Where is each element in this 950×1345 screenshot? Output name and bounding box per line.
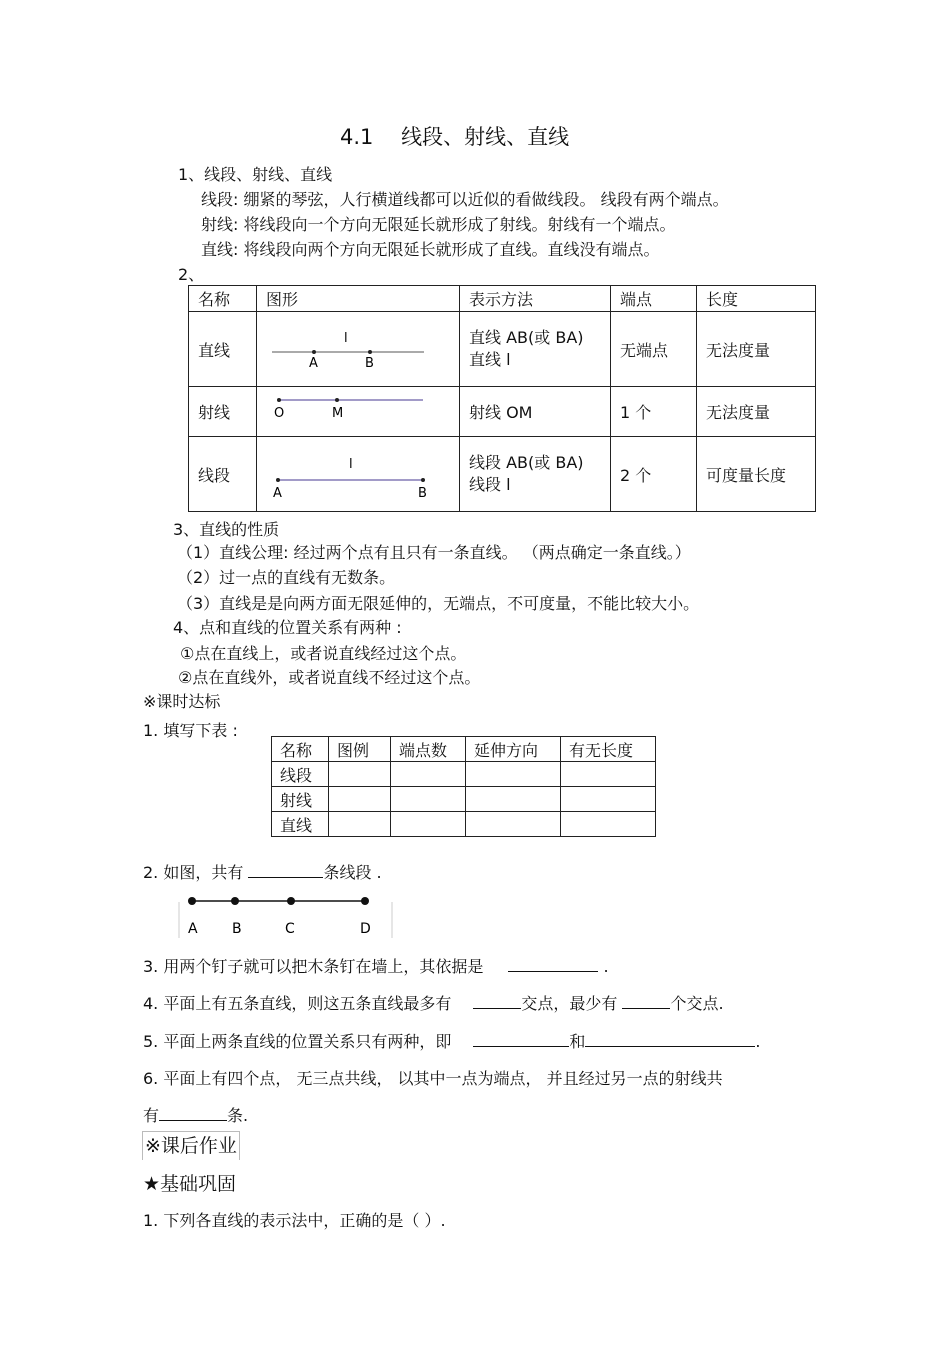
method-secondary: 线段 l <box>469 475 511 494</box>
question-text: 条. <box>227 1106 249 1125</box>
question-text: 条线段 . <box>323 863 382 882</box>
table-row <box>189 312 816 387</box>
endpoints-cell: 2 个 <box>611 437 697 512</box>
row-name: 射线 <box>189 387 257 437</box>
answer-cell[interactable] <box>466 787 561 812</box>
question-text: . <box>755 1032 761 1051</box>
table-header-cell: 图形 <box>257 286 460 312</box>
answer-blank[interactable] <box>473 994 521 1009</box>
answer-cell[interactable] <box>391 812 466 837</box>
line-figure <box>257 312 460 387</box>
practice-heading: ※课时达标 <box>143 692 221 711</box>
line-diagram <box>266 317 456 377</box>
point-label-a: A <box>273 486 282 501</box>
question-2 <box>143 860 382 883</box>
point-label-a: A <box>309 356 318 371</box>
definition-segment: 线段: 绷紧的琴弦，人行横道线都可以近似的看做线段。 线段有两个端点。 <box>201 190 729 209</box>
row-name: 线段 <box>189 437 257 512</box>
table-header-cell: 名称 <box>189 286 257 312</box>
method-secondary: 直线 l <box>469 350 511 369</box>
homework-heading: ※课后作业 <box>142 1131 240 1160</box>
question-1: 1. 填写下表 : <box>143 721 238 740</box>
point-label-d: D <box>360 921 371 937</box>
table-header-cell: 有无长度 <box>561 737 656 762</box>
homework-question-1: 1. 下列各直线的表示法中，正确的是（ ）. <box>143 1211 446 1230</box>
answer-cell[interactable] <box>561 812 656 837</box>
question-text: 5. 平面上两条直线的位置关系只有两种，即 <box>143 1032 452 1051</box>
points-diagram <box>176 892 396 938</box>
table-header-row <box>189 286 816 312</box>
table-header-cell: 延伸方向 <box>466 737 561 762</box>
answer-cell[interactable] <box>561 762 656 787</box>
segment-figure <box>257 437 460 512</box>
length-cell: 可度量长度 <box>697 437 816 512</box>
point-label-c: C <box>285 921 295 937</box>
row-name: 射线 <box>272 787 329 812</box>
section4-heading: 4、点和直线的位置关系有两种 : <box>173 618 402 637</box>
question-5 <box>143 1029 760 1052</box>
table-row <box>272 787 656 812</box>
endpoints-cell: 1 个 <box>611 387 697 437</box>
question-6-line2 <box>143 1103 248 1126</box>
method-primary: 线段 AB(或 BA) <box>469 453 584 472</box>
segment-diagram <box>266 442 456 502</box>
answer-cell[interactable] <box>329 762 391 787</box>
line-label-l: l <box>344 331 348 346</box>
answer-cell[interactable] <box>466 812 561 837</box>
answer-cell[interactable] <box>561 787 656 812</box>
method-cell: 射线 OM <box>460 387 611 437</box>
property-item: （3）直线是是向两方面无限延伸的，无端点，不可度量，不能比较大小。 <box>177 594 700 613</box>
table-header-cell: 表示方法 <box>460 286 611 312</box>
method-cell <box>460 312 611 387</box>
homework-subheading: ★基础巩固 <box>143 1173 237 1195</box>
answer-blank[interactable] <box>508 957 598 972</box>
table-header-row <box>272 737 656 762</box>
point-label-b: B <box>365 356 374 371</box>
fill-in-table <box>271 736 656 837</box>
table-row <box>272 812 656 837</box>
table-row <box>189 387 816 437</box>
comparison-table <box>188 285 816 512</box>
point-label-o: O <box>274 405 285 421</box>
answer-blank[interactable] <box>248 863 323 878</box>
endpoints-cell: 无端点 <box>611 312 697 387</box>
answer-blank[interactable] <box>622 994 670 1009</box>
table-header-cell: 长度 <box>697 286 816 312</box>
answer-cell[interactable] <box>329 787 391 812</box>
table-row <box>272 762 656 787</box>
page-title: 4.1 线段、射线、直线 <box>340 125 570 149</box>
point-label-m: M <box>332 405 344 421</box>
table-header-cell: 图例 <box>329 737 391 762</box>
section1-heading: 1、线段、射线、直线 <box>178 165 333 184</box>
answer-cell[interactable] <box>466 762 561 787</box>
question-text: 3. 用两个钉子就可以把木条钉在墙上，其依据是 <box>143 957 484 976</box>
question-text: 个交点. <box>670 994 724 1013</box>
answer-blank[interactable] <box>473 1032 569 1047</box>
question-4 <box>143 991 724 1014</box>
question-text: 有 <box>143 1106 160 1125</box>
point-label-a: A <box>188 921 198 937</box>
definition-line: 直线: 将线段向两个方向无限延长就形成了直线。直线没有端点。 <box>201 240 660 259</box>
row-name: 线段 <box>272 762 329 787</box>
question-text: 交点，最少有 <box>521 994 623 1013</box>
segment-label-l: l <box>349 457 353 472</box>
ray-figure <box>257 387 460 437</box>
question-text: . <box>598 957 609 976</box>
row-name: 直线 <box>272 812 329 837</box>
relation-item: ②点在直线外，或者说直线不经过这个点。 <box>178 668 481 687</box>
question-text: 4. 平面上有五条直线，则这五条直线最多有 <box>143 994 452 1013</box>
answer-blank[interactable] <box>585 1032 755 1047</box>
method-cell <box>460 437 611 512</box>
row-name: 直线 <box>189 312 257 387</box>
table-header-cell: 端点数 <box>391 737 466 762</box>
answer-cell[interactable] <box>329 812 391 837</box>
relation-item: ①点在直线上，或者说直线经过这个点。 <box>180 644 467 663</box>
table-header-cell: 名称 <box>272 737 329 762</box>
table-row <box>189 437 816 512</box>
length-cell: 无法度量 <box>697 312 816 387</box>
answer-cell[interactable] <box>391 787 466 812</box>
length-cell: 无法度量 <box>697 387 816 437</box>
definition-ray: 射线: 将线段向一个方向无限延长就形成了射线。射线有一个端点。 <box>201 215 676 234</box>
question-3 <box>143 954 609 977</box>
answer-blank[interactable] <box>159 1106 227 1121</box>
point-label-b: B <box>232 921 242 937</box>
section2-heading: 2、 <box>178 265 205 284</box>
ray-diagram <box>266 390 456 430</box>
section3-heading: 3、直线的性质 <box>173 520 280 539</box>
answer-cell[interactable] <box>391 762 466 787</box>
point-label-b: B <box>418 486 427 501</box>
question-text: 和 <box>569 1032 586 1051</box>
question-text: 2. 如图，共有 <box>143 863 249 882</box>
property-item: （2）过一点的直线有无数条。 <box>177 568 396 587</box>
question-6-line1: 6. 平面上有四个点， 无三点共线， 以其中一点为端点， 并且经过另一点的射线共 <box>143 1069 723 1088</box>
property-item: （1）直线公理: 经过两个点有且只有一条直线。 （两点确定一条直线。） <box>177 543 691 562</box>
table-header-cell: 端点 <box>611 286 697 312</box>
method-primary: 直线 AB(或 BA) <box>469 328 584 347</box>
